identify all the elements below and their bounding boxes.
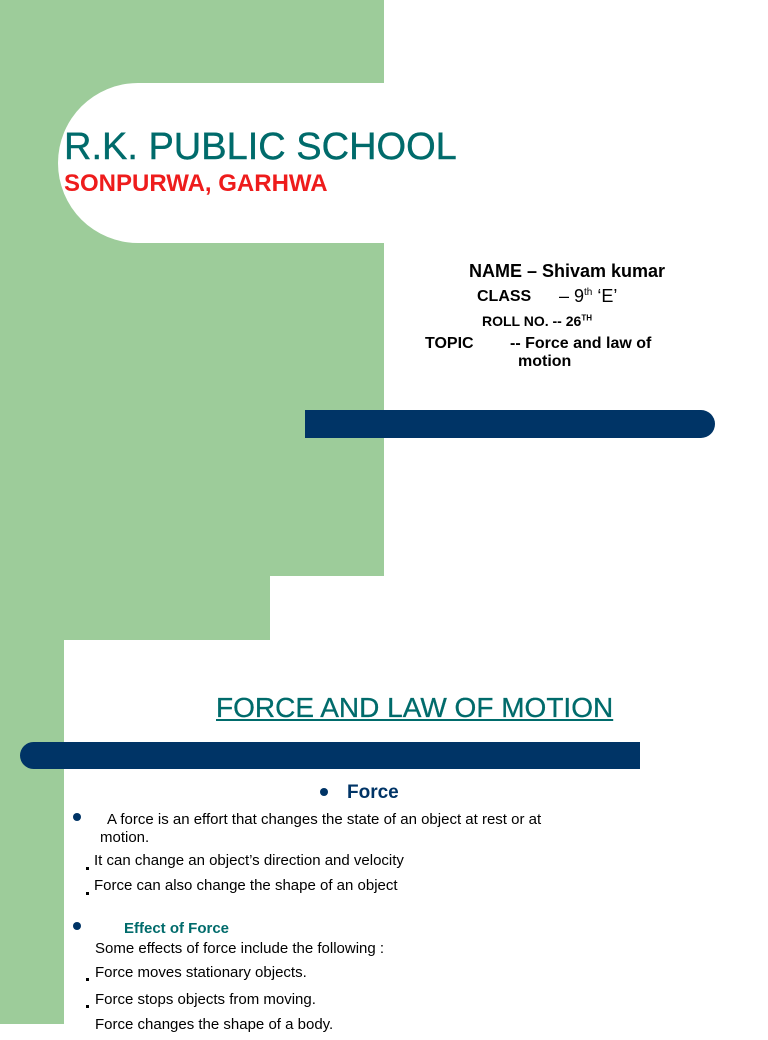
roll-sup: TH [581, 313, 592, 323]
bullet-icon [86, 867, 89, 870]
topic-value-line1: -- Force and law of [510, 335, 652, 352]
class-section: ‘E’ [592, 286, 618, 306]
topic-label: TOPIC [425, 335, 474, 352]
class-suffix-sup: th [584, 287, 593, 298]
school-location: SONPURWA, GARHWA [64, 170, 328, 197]
bullet-icon [86, 978, 89, 981]
bullet-icon [320, 788, 328, 796]
class-value [559, 286, 617, 307]
bullet-icon [86, 892, 89, 895]
school-name: R.K. PUBLIC SCHOOL [64, 126, 457, 168]
class-label: CLASS [477, 288, 532, 305]
effect-intro: Some effects of force include the following : [95, 940, 385, 957]
roll-label: ROLL NO. -- 26 [482, 313, 582, 329]
force-definition-line1: A force is an effort that changes the state of an object at rest or at [107, 811, 542, 828]
effect-2: Force stops objects from moving. [95, 991, 316, 1008]
effect-heading: Effect of Force [124, 920, 230, 937]
bullet-icon [86, 1005, 89, 1008]
green-panel-left [0, 576, 64, 1024]
effect-3: Force changes the shape of a body. [95, 1016, 334, 1033]
content-slide [0, 576, 768, 1033]
force-point-1: It can change an object’s direction and velocity [94, 852, 404, 869]
force-heading: Force [347, 782, 399, 803]
bullet-icon [73, 922, 81, 930]
slide-title: FORCE AND LAW OF MOTION [216, 692, 614, 723]
class-number: – 9 [559, 286, 585, 306]
force-definition-line2: motion. [100, 829, 150, 846]
force-point-2: Force can also change the shape of an object [94, 877, 398, 894]
bullet-icon [73, 813, 81, 821]
effect-1: Force moves stationary objects. [95, 964, 307, 981]
decorative-bar [20, 742, 640, 769]
roll-number [482, 313, 592, 329]
decorative-bar [305, 410, 715, 438]
student-name: NAME – Shivam kumar [469, 261, 666, 281]
topic-value-line2: motion [518, 353, 572, 370]
